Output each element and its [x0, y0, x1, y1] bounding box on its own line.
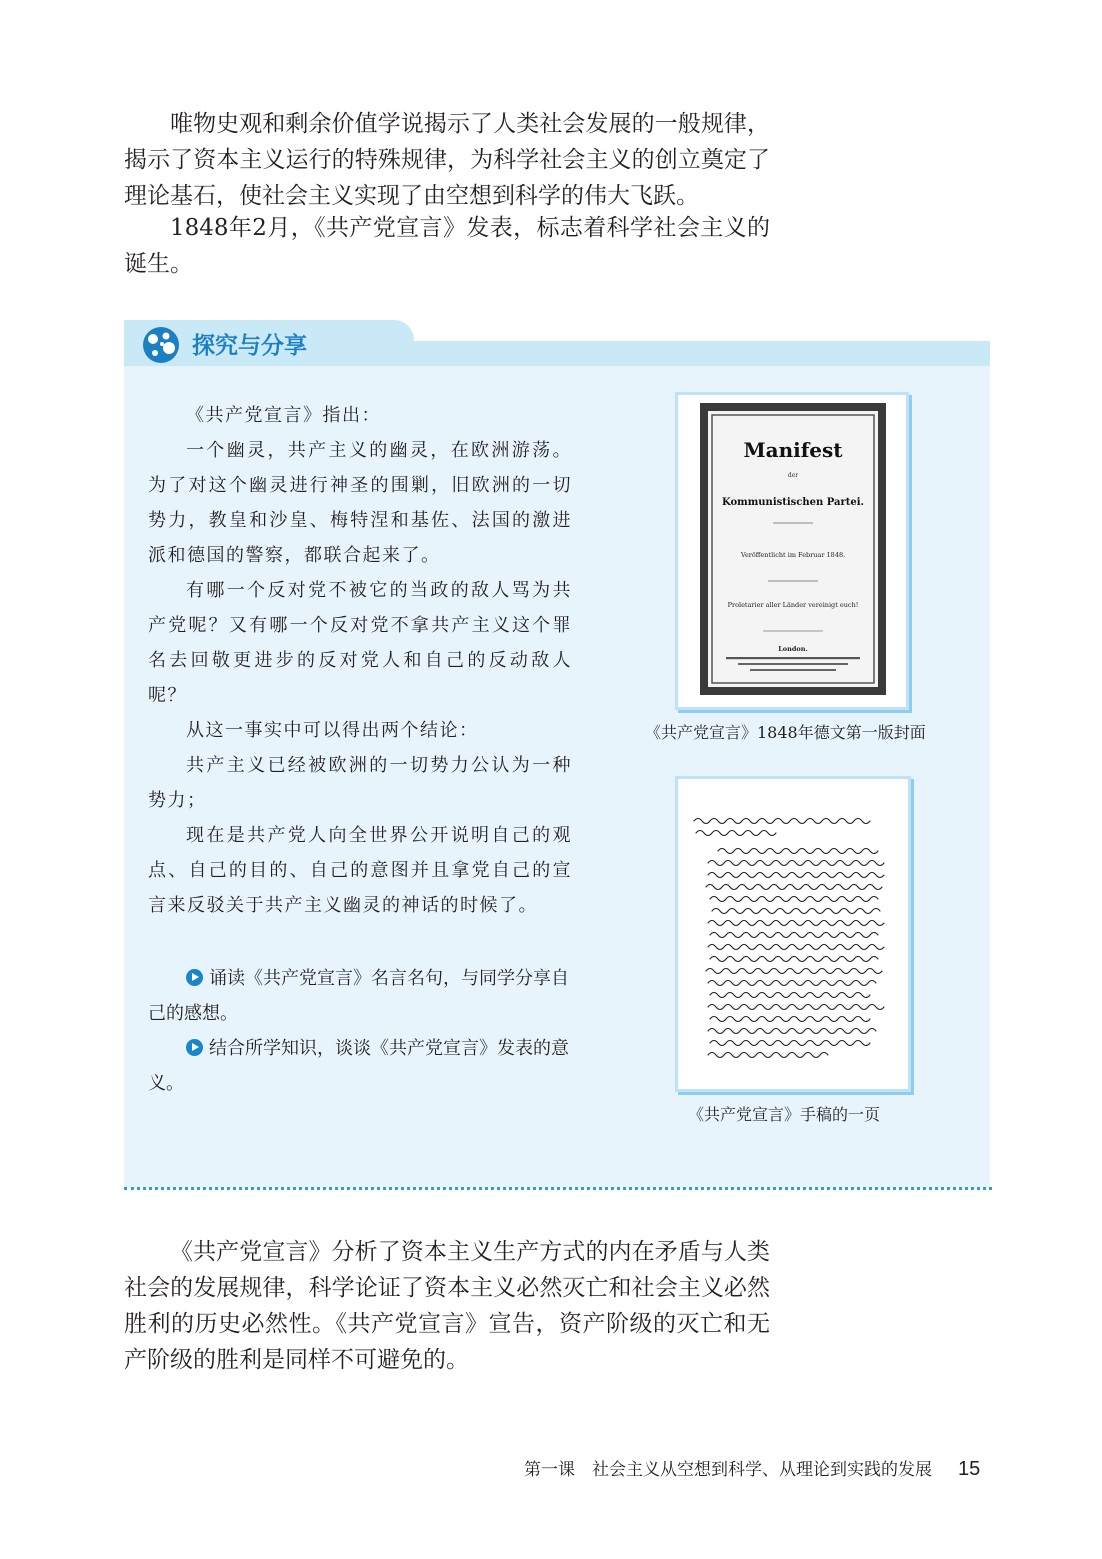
cover-slogan: Proletarier aller Länder vereinigt euch! — [727, 601, 859, 609]
quote-line: 现在是共产党人向全世界公开说明自己的观点、自己的目的、自己的意图并且拿党自己的宣言来反驳关于共产主义幽灵的神话的时候了。 — [148, 825, 572, 916]
quote-line: 共产主义已经被欧洲的一切势力公认为一种势力； — [148, 755, 572, 811]
intro-paragraph-1: 唯物史观和剩余价值学说揭示了人类社会发展的一般规律，揭示了资本主义运行的特殊规律，为科学社会主义的创立奠定了理论基石，使社会主义实现了由空想到科学的伟大飞跃。 — [124, 111, 770, 209]
quote-line: 《共产党宣言》指出： — [186, 405, 381, 426]
quote-line: 从这一事实中可以得出两个结论： — [186, 720, 479, 741]
cover-date: Veröffentlicht im Februar 1848. — [740, 551, 846, 559]
cover-der: der — [787, 472, 799, 479]
task-item — [148, 961, 572, 1031]
intro-paragraph-2: 1848年2月，《共产党宣言》发表，标志着科学社会主义的诞生。 — [124, 215, 770, 277]
page-number: 15 — [958, 1458, 981, 1480]
quote-line: 有哪一个反对党不被它的当政的敌人骂为共产党呢？又有哪一个反对党不拿共产主义这个罪名去回敬更进步的反对党人和自己的反动敌人呢？ — [148, 580, 572, 706]
manuscript-caption: 《共产党宣言》手稿的一页 — [688, 1105, 881, 1124]
task-text: 结合所学知识，谈谈《共产党宣言》发表的意义。 — [148, 1038, 569, 1094]
task-item — [148, 1031, 572, 1101]
play-bullet-icon — [186, 969, 203, 986]
section-title: 探究与分享 — [192, 333, 307, 359]
dotted-divider — [124, 1187, 992, 1190]
manifesto-cover-image — [675, 392, 909, 710]
cover-title: Manifest — [743, 438, 843, 462]
quote-line: 一个幽灵，共产主义的幽灵，在欧洲游荡。为了对这个幽灵进行神圣的围剿，旧欧洲的一切势力，教皇和沙皇、梅特涅和基佐、法国的激进派和德国的警察，都联合起来了。 — [148, 440, 572, 566]
cover-london: London. — [778, 645, 808, 653]
task-text: 诵读《共产党宣言》名言名句，与同学分享自己的感想。 — [148, 968, 569, 1024]
explore-share-icon — [142, 326, 180, 364]
cover-caption: 《共产党宣言》1848年德文第一版封面 — [645, 723, 926, 742]
task-list — [148, 961, 572, 1101]
conclusion-paragraph: 《共产党宣言》分析了资本主义生产方式的内在矛盾与人类社会的发展规律，科学论证了资本主义必然灭亡和社会主义必然胜利的历史必然性。《共产党宣言》宣告，资产阶级的灭亡和无产阶级的胜利是同样不可避免的。 — [124, 1239, 770, 1373]
cover-subtitle: Kommunistischen Partei. — [721, 497, 865, 508]
footer-lesson-title: 第一课 社会主义从空想到科学、从理论到实践的发展 — [524, 1460, 932, 1480]
manuscript-image — [675, 776, 911, 1092]
play-bullet-icon — [186, 1039, 203, 1056]
quote-block — [148, 398, 572, 923]
